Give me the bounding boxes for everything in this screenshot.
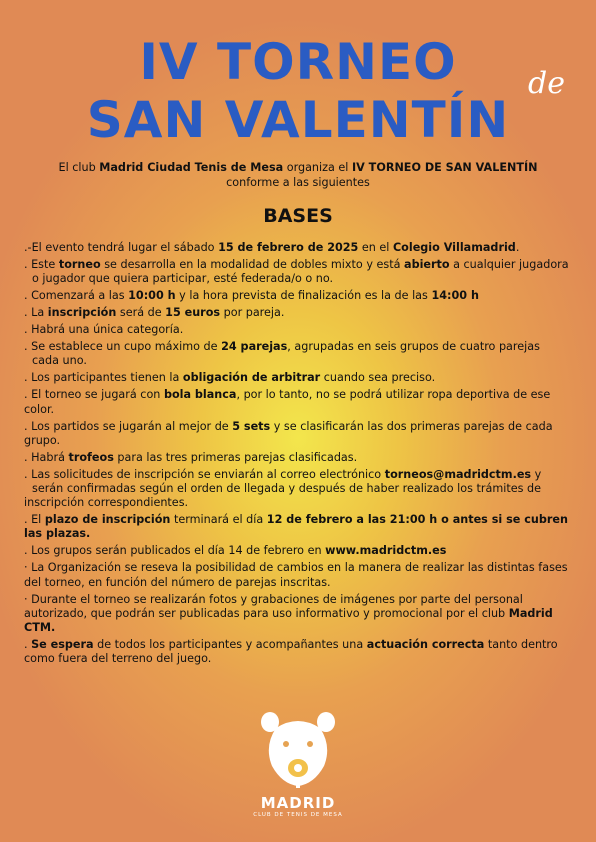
intro-text: El club [58,161,100,174]
rule-item: · La Organización se reseva la posibilidad de cambios en la manera de realizar las distintas fases del torneo, en función del número de parejas inscritas. [24,561,568,589]
title-line-1: IV TORNEO [139,33,457,91]
intro-text: organiza el [283,161,352,174]
rule-item: . Las solicitudes de inscripción se enviarán al correo electrónico torneos@madridctm.es y serán confirmadas según el orden de llegada y después de haber realizado los trámites de inscripción correspondientes. [24,467,542,510]
rule-item: . Comenzará a las 10:00 h y la hora prevista de finalización es la de las 14:00 h [24,289,479,303]
rule-item: .-El evento tendrá lugar el sábado 15 de febrero de 2025 en el Colegio Villamadrid. [24,241,520,254]
rule-item: . Se espera de todos los participantes y acompañantes una actuación correcta tanto dentro como fuera del terreno del juego. [24,638,558,666]
rule-item: . Habrá trofeos para las tres primeras parejas clasificadas. [24,450,358,464]
title-de: de [528,66,565,101]
rule-item: . Se establece un cupo máximo de 24 parejas, agrupadas en seis grupos de cuatro parejas cada uno. [24,340,540,368]
intro [0,160,596,190]
intro-text: conforme a las siguientes [226,176,370,189]
logo-name: MADRID [260,794,336,812]
bases-heading: BASES [263,205,333,227]
rule-item: . La inscripción será de 15 euros por pareja. [24,306,285,320]
rule-item: . Los participantes tienen la obligación de arbitrar cuando sea preciso. [24,371,436,385]
rule-item: . Los grupos serán publicados el día 14 de febrero en www.madridctm.es [24,544,447,558]
title-line-2: SAN VALENTÍN [86,91,510,149]
rule-item: . Los partidos se jugarán al mejor de 5 sets y se clasificarán las dos primeras parejas de cada grupo. [24,419,553,447]
club-name: Madrid Ciudad Tenis de Mesa [99,161,284,174]
rule-item: . El torneo se jugará con bola blanca, por lo tanto, no se podrá utilizar ropa deportiva de ese color. [24,388,551,416]
rule-item: . El plazo de inscripción terminará el día 12 de febrero a las 21:00 h o antes si se cubren las plazas. [24,513,568,541]
rules-list [24,241,572,669]
event-name: IV TORNEO DE SAN VALENTÍN [351,161,538,174]
rule-item: . Este torneo se desarrolla en la modalidad de dobles mixto y está abierto a cualquier jugadora o jugador que quiera participar, esté federada/o o no. [24,258,569,286]
logo-subtitle: CLUB DE TENIS DE MESA [253,812,343,818]
rule-item: · Durante el torneo se realizarán fotos y grabaciones de imágenes por parte del personal autorizado, que podrán ser publicadas para uso informativo y promocional por el club Madrid CTM. [24,592,553,635]
rule-item: . Habrá una única categoría. [24,323,184,337]
